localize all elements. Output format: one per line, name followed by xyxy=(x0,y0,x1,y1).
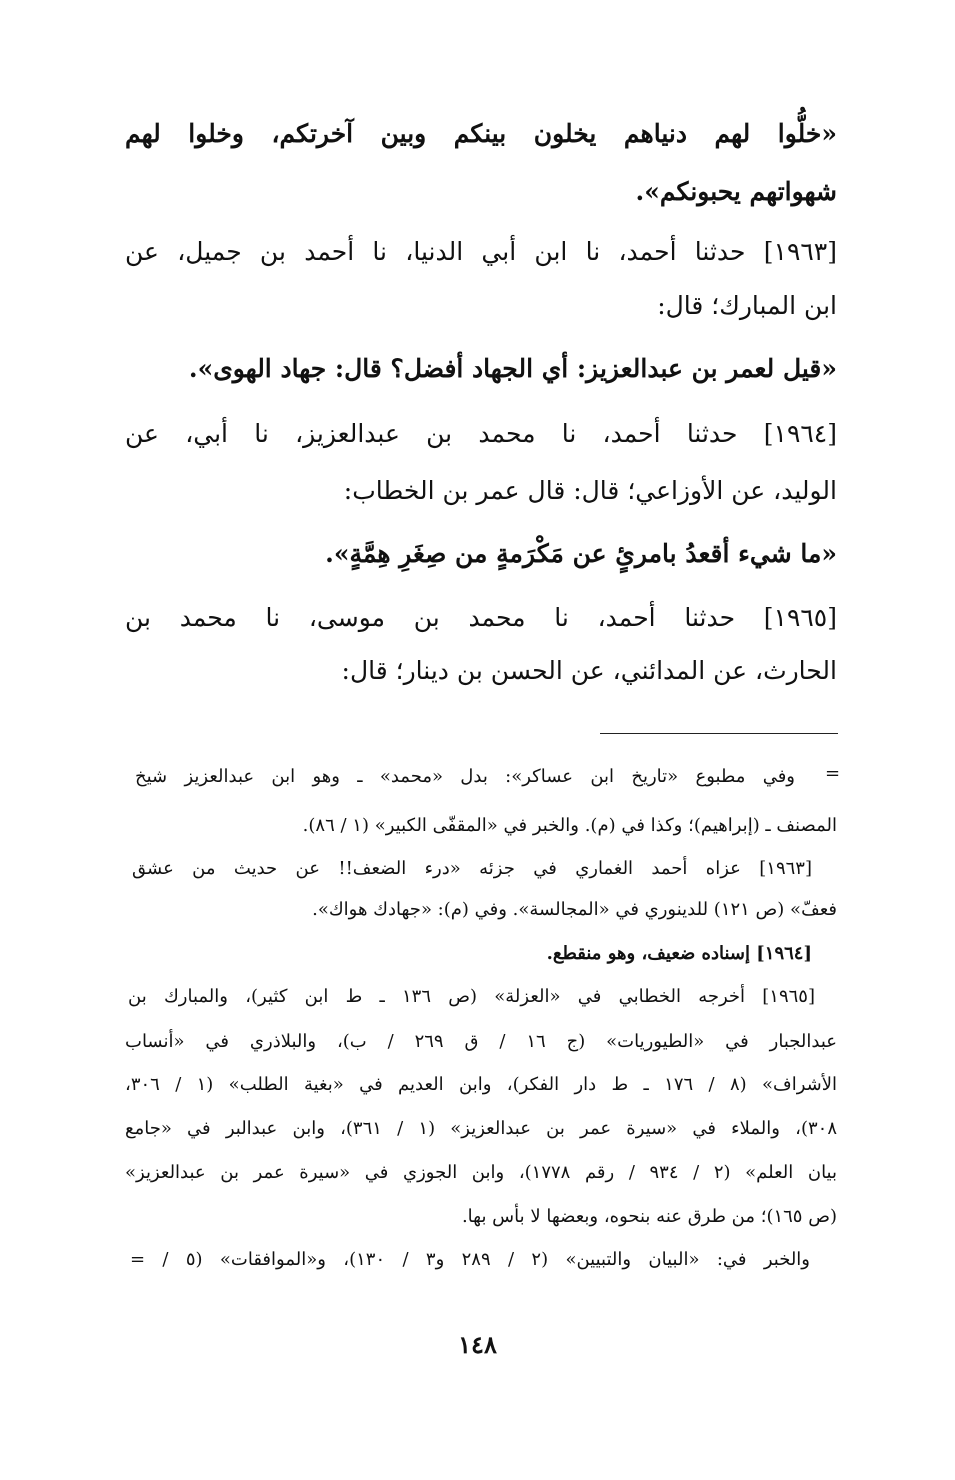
body-line-3: [١٩٦٣] حدثنا أحمد، نا ابن أبي الدنيا، نا أحمد بن جميل، عن xyxy=(125,237,837,266)
footnote-line-1: وفي مطبوع «تاريخ ابن عساكر»: بدل «محمد» ـ وهو ابن عبدالعزيز شيخ xyxy=(135,766,795,787)
footnote-line-5: [١٩٦٤] إسناده ضعيف، وهو منقطع. xyxy=(546,943,812,964)
body-line-9: [١٩٦٥] حدثنا أحمد، نا محمد بن موسى، نا محمد بن xyxy=(125,603,837,632)
footnote-line-6: [١٩٦٥] أخرجه الخطابي في «العزلة» (ص ١٣٦ ـ ط ابن كثير)، والمبارك بن xyxy=(128,986,815,1007)
footnote-continuation-mark: = xyxy=(825,763,841,784)
footnote-line-10: بيان العلم» (٢ / ٩٣٤ / رقم ١٧٧٨)، وابن الجوزي في «سيرة عمر بن عبدالعزيز» xyxy=(125,1162,837,1183)
footnote-line-11: (ص ١٦٥)؛ من طرق عنه بنحوه، وبعضها لا بأس بها. xyxy=(461,1206,837,1227)
footnote-line-3: [١٩٦٣] عزاه أحمد الغماري في جزئه «درء الضعف!! عن حديث من عشق xyxy=(132,858,812,879)
footnote-separator xyxy=(600,733,838,734)
body-line-4: ابن المبارك؛ قال: xyxy=(657,291,837,320)
body-line-7: الوليد، عن الأوزاعي؛ قال: قال عمر بن الخطاب: xyxy=(343,476,837,505)
footnote-line-7: عبدالجبار في «الطيوريات» (ج ١٦ / ق ٢٦٩ / ب)، والبلاذري في «أنساب xyxy=(125,1031,837,1052)
footnote-line-9: ٣٠٨)، والملاء في «سيرة عمر بن عبدالعزيز» (١ / ٣٦١)، وابن عبدالبر في «جامع xyxy=(125,1118,838,1139)
footnote-line-8: الأشراف» (٨ / ١٧٦ ـ ط دار الفكر)، وابن العديم في «بغية الطلب» (١ / ٣٠٦، xyxy=(125,1074,837,1095)
footnote-line-2: المصنف ـ (إبراهيم)؛ وكذا في (م). والخبر في «المقفّى الكبير» (١ / ٨٦). xyxy=(302,815,837,836)
body-line-5: «قيل لعمر بن عبدالعزيز: أي الجهاد أفضل؟ قال: جهاد الهوى». xyxy=(188,354,837,383)
body-line-6: [١٩٦٤] حدثنا أحمد، نا محمد بن عبدالعزيز، نا أبي، عن xyxy=(125,419,837,448)
footnote-line-12: والخبر في: «البيان والتبيين» (٢ / ٢٨٩ و٣ / ١٣٠)، و«الموافقات» (٥ / = xyxy=(130,1249,810,1270)
body-line-2: شهواتهم يحبونكم». xyxy=(635,177,837,206)
page-number: ١٤٨ xyxy=(458,1330,497,1359)
body-line-1: «خلُّوا لهم دنياهم يخلون بينكم وبين آخرتكم، وخلوا لهم xyxy=(125,119,837,148)
footnote-line-4: فعفّ» (ص ١٢١) للدينوري في «المجالسة». وفي (م): «جهادك هواك». xyxy=(312,899,837,920)
body-line-8: «ما شيء أقعدُ بامرئٍ عن مَكْرَمةٍ من صِغَرِ هِمَّةٍ». xyxy=(325,539,837,568)
body-line-10: الحارث، عن المدائني، عن الحسن بن دينار؛ قال: xyxy=(341,656,837,685)
